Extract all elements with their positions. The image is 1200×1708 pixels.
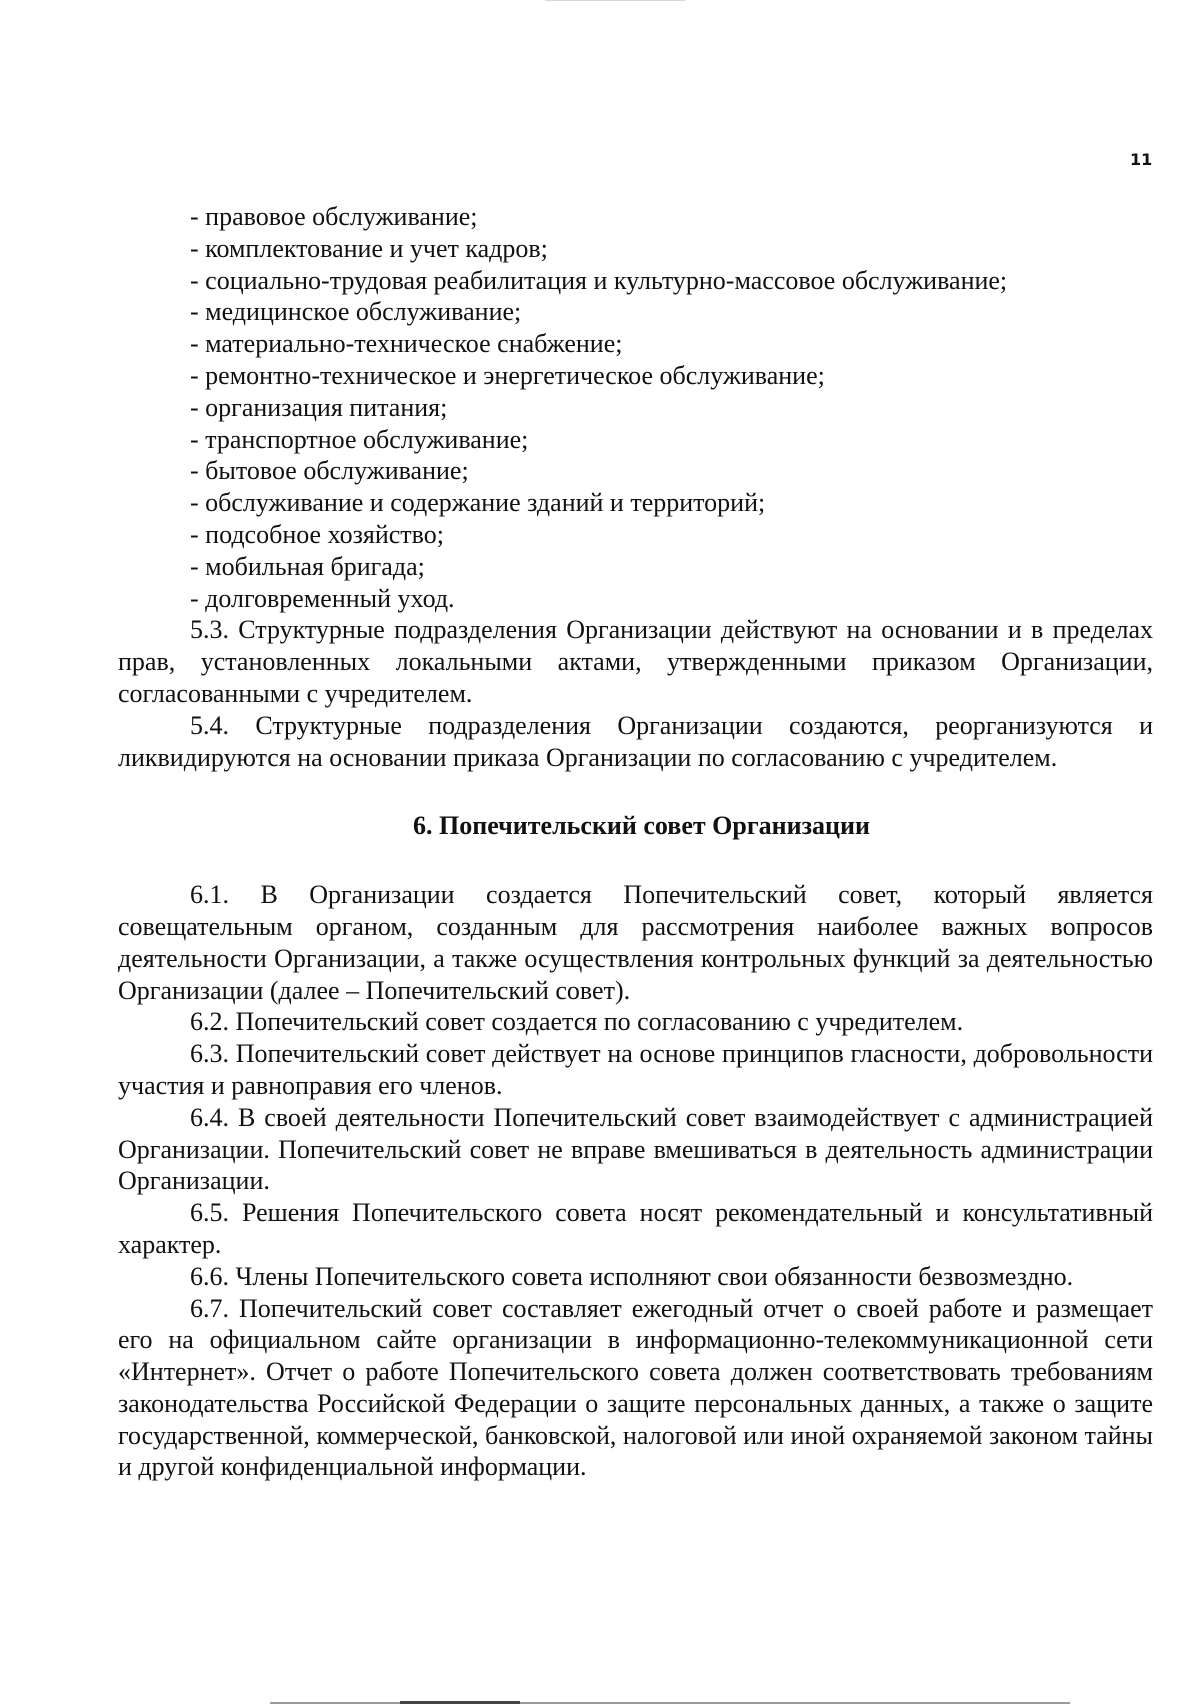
scan-edge-top bbox=[545, 0, 685, 1]
clause-5-4: 5.4. Структурные подразделения Организации создаются, реорганизуются и ликвидируются на основании приказа Организации по согласованию с учредителем. bbox=[118, 710, 1153, 772]
clause-6-6: 6.6. Члены Попечительского совета исполняют свои обязанности безвозмездно. bbox=[190, 1261, 1074, 1291]
list-item: - комплектование и учет кадров; bbox=[190, 233, 548, 263]
list-item: - материально-техническое снабжение; bbox=[190, 329, 623, 359]
list-item: - бытовое обслуживание; bbox=[190, 456, 469, 486]
clause-6-4: 6.4. В своей деятельности Попечительский совет взаимодействует с администрацией Организации. Попечительский совет не вправе вмешиваться в деятельность администрации Организации. bbox=[118, 1102, 1153, 1196]
document-body bbox=[118, 201, 1153, 1483]
list-item: - мобильная бригада; bbox=[190, 551, 425, 581]
list-item: - обслуживание и содержание зданий и территорий; bbox=[190, 488, 766, 518]
scan-edge-bottom bbox=[270, 1702, 1070, 1704]
clause-6-3: 6.3. Попечительский совет действует на основе принципов гласности, добровольности участия и равноправия его членов. bbox=[118, 1039, 1153, 1100]
page-number: 11 bbox=[1130, 150, 1153, 169]
list-item: - транспортное обслуживание; bbox=[190, 424, 529, 454]
section-heading: 6. Попечительский совет Организации bbox=[413, 811, 870, 841]
list-item: - социально-трудовая реабилитация и культурно-массовое обслуживание; bbox=[190, 265, 1008, 295]
service-list bbox=[118, 201, 1153, 614]
list-item: - правовое обслуживание; bbox=[190, 202, 478, 231]
list-item: - медицинское обслуживание; bbox=[190, 297, 522, 327]
clause-5-3: 5.3. Структурные подразделения Организации действуют на основании и в пределах прав, установленных локальными актами, утвержденными приказом Организации, согласованными с учредителем. bbox=[118, 615, 1153, 708]
clause-6-2: 6.2. Попечительский совет создается по согласованию с учредителем. bbox=[190, 1007, 964, 1037]
list-item: - организация питания; bbox=[190, 392, 448, 422]
clause-6-7: 6.7. Попечительский совет составляет ежегодный отчет о своей работе и размещает его на официальном сайте организации в информационно-телекоммуникационной сети «Интернет». Отчет о работе Попечительского совета должен соответствовать требованиям законодательства Российской Федерации о защите персональных данных, а также о защите государственной, коммерческой, банковской, налоговой или иной охраняемой законом тайны и другой конфиденциальной информации. bbox=[118, 1293, 1153, 1482]
list-item: - ремонтно-техническое и энергетическое обслуживание; bbox=[190, 360, 825, 390]
clause-6-1: 6.1. В Организации создается Попечительский совет, который является совещательным органом, созданным для рассмотрения наиболее важных вопросов деятельности Организации, а также осуществления контрольных функций за деятельностью Организации (далее – Попечительский совет). bbox=[118, 880, 1153, 1005]
clause-6-5: 6.5. Решения Попечительского совета носят рекомендательный и консультативный характер. bbox=[118, 1198, 1153, 1259]
list-item: - подсобное хозяйство; bbox=[190, 519, 444, 549]
list-item: - долговременный уход. bbox=[190, 583, 455, 613]
